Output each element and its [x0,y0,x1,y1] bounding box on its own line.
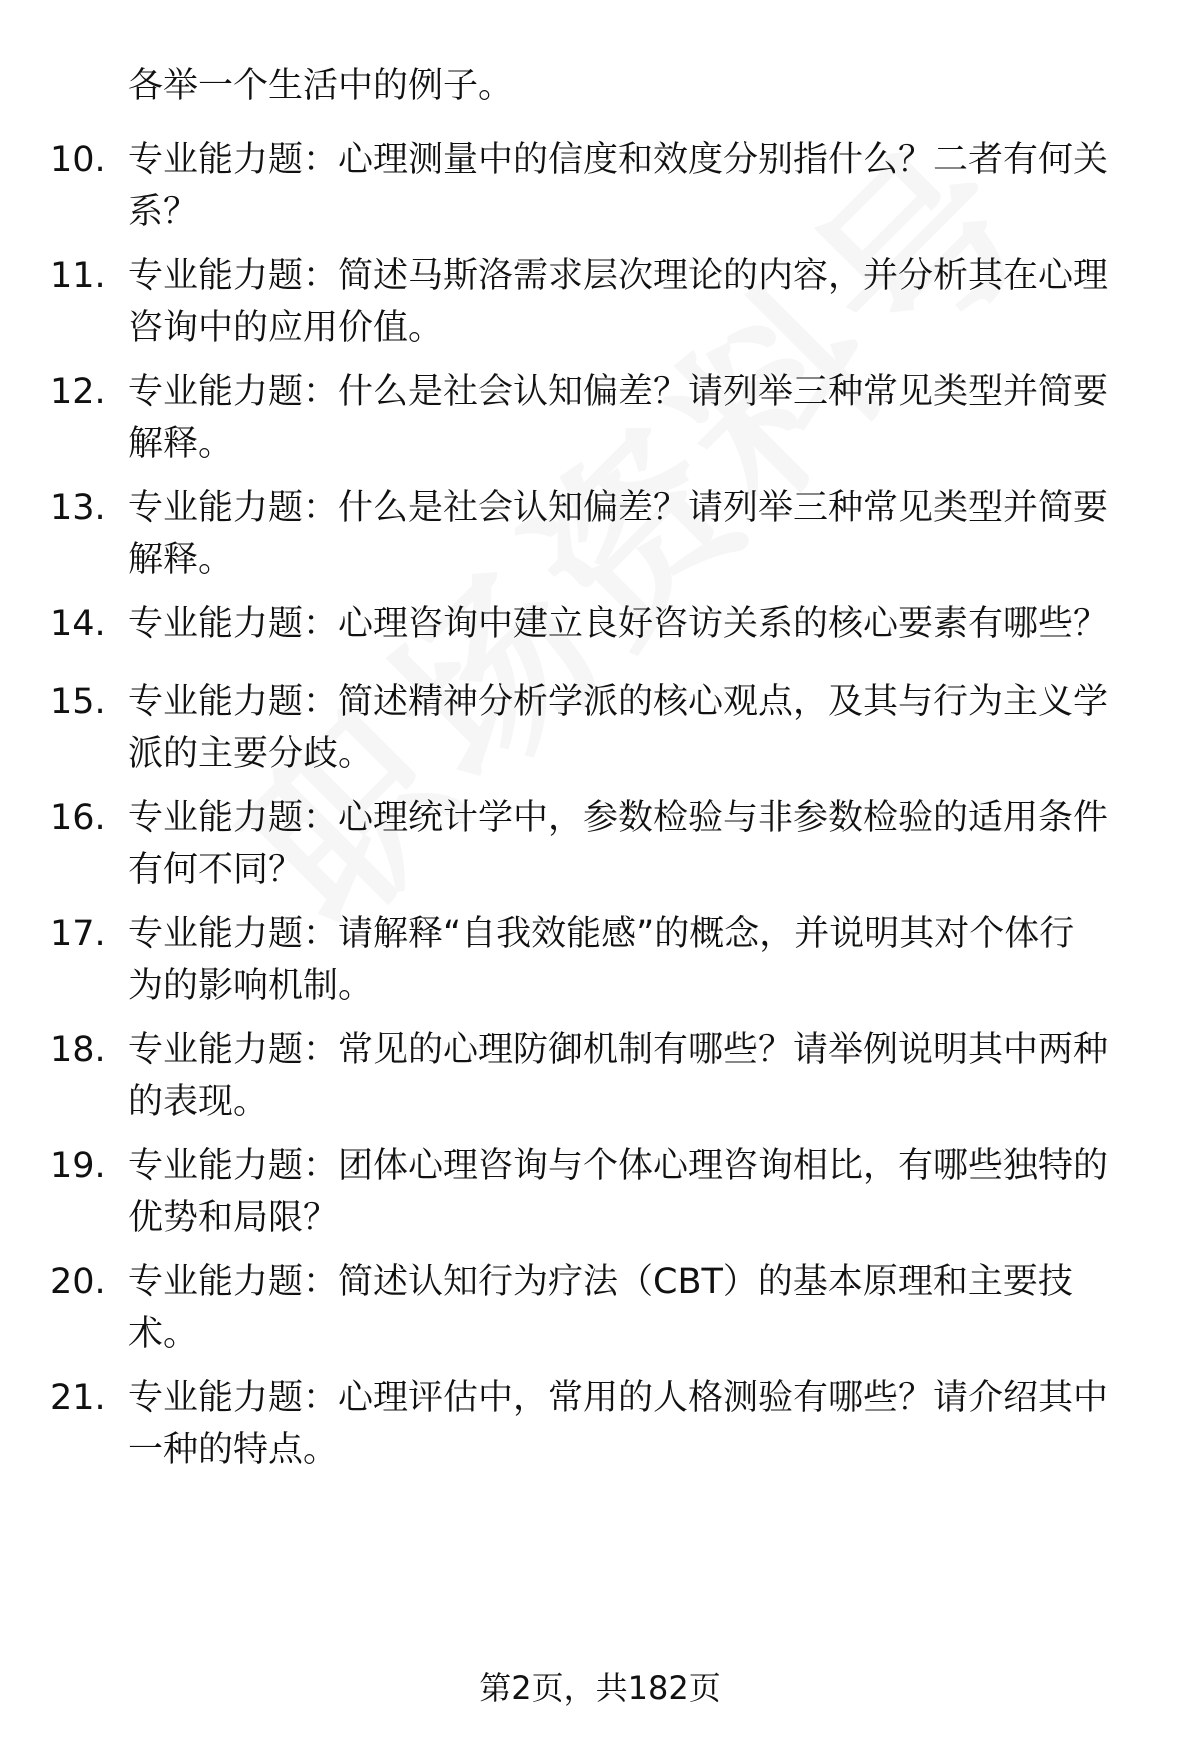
question-text-line: 的表现。 [128,1082,269,1122]
question-text [128,908,1148,1012]
question-text-line: 专业能力题：心理统计学中，参数检验与非参数检验的适用条件 [128,798,1109,838]
question-text-line: 一种的特点。 [128,1430,339,1470]
question-text-line: 专业能力题：什么是社会认知偏差？请列举三种常见类型并简要 [128,488,1109,528]
question-number: 14. [50,604,106,644]
question-text-line: 术。 [128,1314,199,1354]
question-text-line: 专业能力题：请解释“自我效能感”的概念，并说明其对个体行 [128,914,1075,954]
question-number: 21. [50,1378,106,1418]
question-number: 18. [50,1030,106,1070]
question-text-line: 专业能力题：团体心理咨询与个体心理咨询相比，有哪些独特的 [128,1146,1109,1186]
continuation-text: 各举一个生活中的例子。 [128,66,514,106]
question-text-line: 专业能力题：心理评估中，常用的人格测验有哪些？请介绍其中 [128,1378,1109,1418]
question-text-line: 专业能力题：心理测量中的信度和效度分别指什么？二者有何关 [128,140,1109,180]
question-text [128,676,1148,780]
question-text-line: 解释。 [128,540,234,580]
question-text-line: 专业能力题：心理咨询中建立良好咨访关系的核心要素有哪些？ [128,604,1109,644]
question-number: 19. [50,1146,106,1186]
question-text-line: 有何不同？ [128,850,304,890]
question-number: 11. [50,256,106,296]
question-number: 16. [50,798,106,838]
question-text [128,1140,1148,1244]
question-number: 12. [50,372,106,412]
question-text [128,134,1148,238]
question-number: 17. [50,914,106,954]
question-text [128,366,1148,470]
question-text [128,250,1148,354]
question-number: 20. [50,1262,106,1302]
question-text-line: 系？ [128,192,199,232]
question-number: 13. [50,488,106,528]
page-footer: 第2页，共182页 [479,1669,721,1707]
question-text-line: 专业能力题：简述精神分析学派的核心观点，及其与行为主义学 [128,682,1109,722]
question-text [128,792,1148,896]
question-text-line: 咨询中的应用价值。 [128,308,444,348]
question-text-line: 解释。 [128,424,234,464]
question-text-line: 专业能力题：简述马斯洛需求层次理论的内容，并分析其在心理 [128,256,1109,296]
question-text [128,1024,1148,1128]
question-text [128,482,1148,586]
question-text [128,1372,1148,1476]
question-text-line: 为的影响机制。 [128,966,374,1006]
question-text-line: 专业能力题：常见的心理防御机制有哪些？请举例说明其中两种 [128,1030,1109,1070]
question-text-line: 专业能力题：什么是社会认知偏差？请列举三种常见类型并简要 [128,372,1109,412]
question-text [128,598,1148,650]
question-text-line: 专业能力题：简述认知行为疗法（CBT）的基本原理和主要技 [128,1262,1073,1302]
question-number: 15. [50,682,106,722]
question-text-line: 优势和局限？ [128,1198,339,1238]
question-text-line: 派的主要分歧。 [128,734,374,774]
question-text [128,1256,1148,1360]
question-number: 10. [50,140,106,180]
